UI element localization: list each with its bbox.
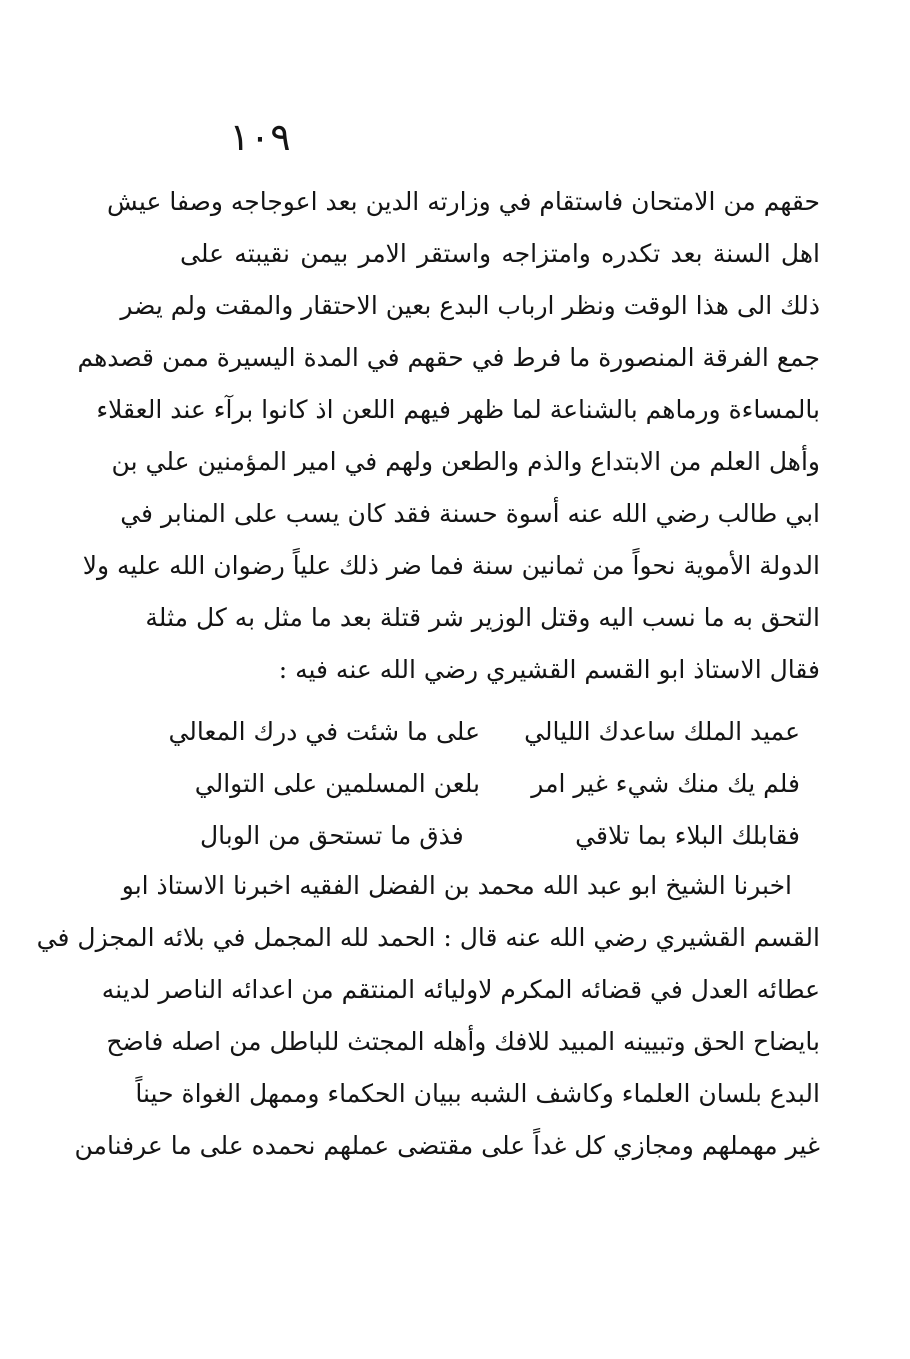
text-line: جمع الفرقة المنصورة ما فرط في حقهم في المدة اليسيرة ممن قصدهم xyxy=(77,343,820,372)
text-line-last: فقال الاستاذ ابو القسم القشيري رضي الله عنه فيه : xyxy=(278,655,820,684)
text-line: اهل السنة بعد تكدره وامتزاجه واستقر الامر بيمن نقيبته على xyxy=(180,239,820,268)
verse-3 xyxy=(200,810,800,862)
verse-2 xyxy=(194,758,800,810)
verse-1-second-hemistich: على ما شئت في درك المعالي xyxy=(168,717,480,746)
text-line: التحق به ما نسب اليه وقتل الوزير شر قتلة بعد ما مثل به كل مثلة xyxy=(145,603,820,632)
text-line: القسم القشيري رضي الله عنه قال : الحمد لله المجمل في بلائه المجزل في xyxy=(36,923,820,952)
text-line: بالمساءة ورماهم بالشناعة لما ظهر فيهم اللعن اذ كانوا برآء عند العقلاء xyxy=(96,395,820,424)
text-line: عطائه العدل في قضائه المكرم لاوليائه المنتقم من اعدائه الناصر لدينه xyxy=(101,975,820,1004)
text-line: غير مهملهم ومجازي كل غداً على مقتضى عملهم نحمده على ما عرفنامن xyxy=(74,1131,820,1160)
text-line: حقهم من الامتحان فاستقام في وزارته الدين بعد اعوجاجه وصفا عيش xyxy=(107,187,820,216)
page-number: ١٠٩ xyxy=(229,115,291,159)
verse-3-second-hemistich: فذق ما تستحق من الوبال xyxy=(200,821,464,850)
verse-1 xyxy=(168,706,800,758)
verse-2-second-hemistich: بلعن المسلمين على التوالي xyxy=(194,769,480,798)
text-line: ابي طالب رضي الله عنه أسوة حسنة فقد كان يسب على المنابر في xyxy=(120,499,820,528)
verse-1-first-hemistich: عميد الملك ساعدك الليالي xyxy=(524,717,800,746)
text-line: الدولة الأموية نحواً من ثمانين سنة فما ضر ذلك علياً رضوان الله عليه ولا xyxy=(82,551,820,580)
text-line: وأهل العلم من الابتداع والذم والطعن ولهم في امير المؤمنين علي بن xyxy=(111,447,820,476)
verse-3-first-hemistich: فقابلك البلاء بما تلاقي xyxy=(575,821,800,850)
poem-verses xyxy=(168,706,800,862)
text-line: البدع بلسان العلماء وكاشف الشبه ببيان الحكماء وممهل الغواة حيناً xyxy=(135,1079,820,1108)
verse-2-first-hemistich: فلم يك منك شيء غير امر xyxy=(531,769,800,798)
paragraph-1 xyxy=(77,176,820,696)
paragraph-2 xyxy=(36,860,820,1172)
text-line-indented: اخبرنا الشيخ ابو عبد الله محمد بن الفضل الفقيه اخبرنا الاستاذ ابو xyxy=(121,871,792,900)
text-line: بايضاح الحق وتبيينه المبيد للافك وأهله المجتث للباطل من اصله فاضح xyxy=(106,1027,820,1056)
text-line: ذلك الى هذا الوقت ونظر ارباب البدع بعين الاحتقار والمقت ولم يضر xyxy=(120,291,820,320)
